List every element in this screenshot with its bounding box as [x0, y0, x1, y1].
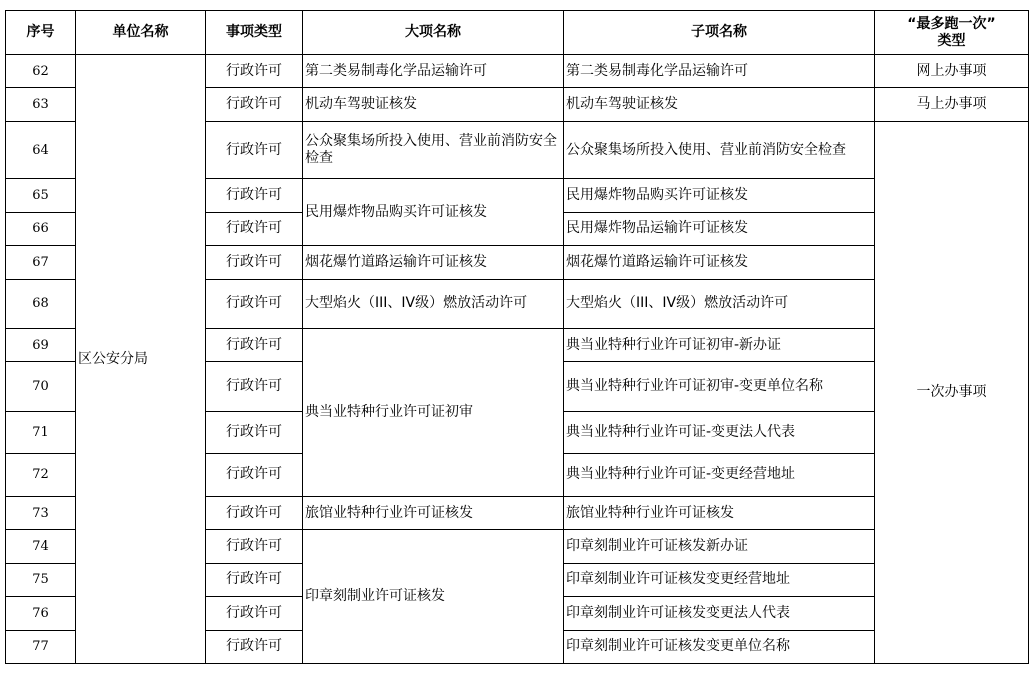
seq-cell: 63 [6, 88, 76, 121]
seq-cell: 66 [6, 212, 76, 245]
seq-cell: 73 [6, 497, 76, 530]
seq-cell: 75 [6, 563, 76, 596]
seq-cell: 74 [6, 530, 76, 563]
type-cell: 行政许可 [206, 530, 303, 563]
major-cell: 烟花爆竹道路运输许可证核发 [303, 246, 564, 279]
header-mode-line2: 类型 [937, 32, 966, 49]
type-cell: 行政许可 [206, 279, 303, 329]
sub-cell: 印章刻制业许可证核发新办证 [564, 530, 875, 563]
major-cell: 民用爆炸物品购买许可证核发 [303, 179, 564, 246]
header-major: 大项名称 [303, 11, 564, 55]
permit-table [5, 10, 1029, 664]
type-cell: 行政许可 [206, 630, 303, 664]
sub-cell: 典当业特种行业许可证初审-变更单位名称 [564, 362, 875, 412]
sub-cell: 民用爆炸物品购买许可证核发 [564, 179, 875, 212]
sub-cell: 公众聚集场所投入使用、营业前消防安全检查 [564, 121, 875, 179]
table-row [6, 55, 1029, 88]
major-cell: 旅馆业特种行业许可证核发 [303, 497, 564, 530]
sub-cell: 典当业特种行业许可证-变更法人代表 [564, 412, 875, 453]
header-mode [875, 11, 1029, 55]
type-cell: 行政许可 [206, 597, 303, 630]
seq-cell: 67 [6, 246, 76, 279]
major-cell: 公众聚集场所投入使用、营业前消防安全检查 [303, 121, 564, 179]
sub-cell: 典当业特种行业许可证初审-新办证 [564, 329, 875, 362]
type-cell: 行政许可 [206, 453, 303, 497]
major-cell: 印章刻制业许可证核发 [303, 530, 564, 664]
sub-cell: 大型焰火（III、IV级）燃放活动许可 [564, 279, 875, 329]
type-cell: 行政许可 [206, 362, 303, 412]
major-cell: 机动车驾驶证核发 [303, 88, 564, 121]
sub-cell: 旅馆业特种行业许可证核发 [564, 497, 875, 530]
seq-cell: 70 [6, 362, 76, 412]
sub-cell: 印章刻制业许可证核发变更单位名称 [564, 630, 875, 664]
seq-cell: 69 [6, 329, 76, 362]
type-cell: 行政许可 [206, 246, 303, 279]
sub-cell: 机动车驾驶证核发 [564, 88, 875, 121]
major-cell: 大型焰火（III、IV级）燃放活动许可 [303, 279, 564, 329]
sub-cell: 印章刻制业许可证核发变更法人代表 [564, 597, 875, 630]
header-seq: 序号 [6, 11, 76, 55]
mode-cell: 马上办事项 [875, 88, 1029, 121]
seq-cell: 76 [6, 597, 76, 630]
type-cell: 行政许可 [206, 329, 303, 362]
sub-cell: 第二类易制毒化学品运输许可 [564, 55, 875, 88]
type-cell: 行政许可 [206, 497, 303, 530]
type-cell: 行政许可 [206, 121, 303, 179]
header-mode-line1: “最多跑一次” [907, 15, 996, 32]
major-cell: 典当业特种行业许可证初审 [303, 329, 564, 497]
sub-cell: 典当业特种行业许可证-变更经营地址 [564, 453, 875, 497]
major-cell: 第二类易制毒化学品运输许可 [303, 55, 564, 88]
mode-cell: 一次办事项 [875, 121, 1029, 663]
mode-cell: 网上办事项 [875, 55, 1029, 88]
header-sub: 子项名称 [564, 11, 875, 55]
sub-cell: 印章刻制业许可证核发变更经营地址 [564, 563, 875, 596]
sub-cell: 民用爆炸物品运输许可证核发 [564, 212, 875, 245]
header-unit: 单位名称 [76, 11, 206, 55]
seq-cell: 71 [6, 412, 76, 453]
type-cell: 行政许可 [206, 412, 303, 453]
seq-cell: 65 [6, 179, 76, 212]
type-cell: 行政许可 [206, 179, 303, 212]
type-cell: 行政许可 [206, 55, 303, 88]
type-cell: 行政许可 [206, 563, 303, 596]
unit-cell: 区公安分局 [76, 55, 206, 664]
type-cell: 行政许可 [206, 88, 303, 121]
seq-cell: 72 [6, 453, 76, 497]
type-cell: 行政许可 [206, 212, 303, 245]
header-row [6, 11, 1029, 55]
sub-cell: 烟花爆竹道路运输许可证核发 [564, 246, 875, 279]
header-type: 事项类型 [206, 11, 303, 55]
seq-cell: 62 [6, 55, 76, 88]
seq-cell: 64 [6, 121, 76, 179]
seq-cell: 68 [6, 279, 76, 329]
seq-cell: 77 [6, 630, 76, 664]
